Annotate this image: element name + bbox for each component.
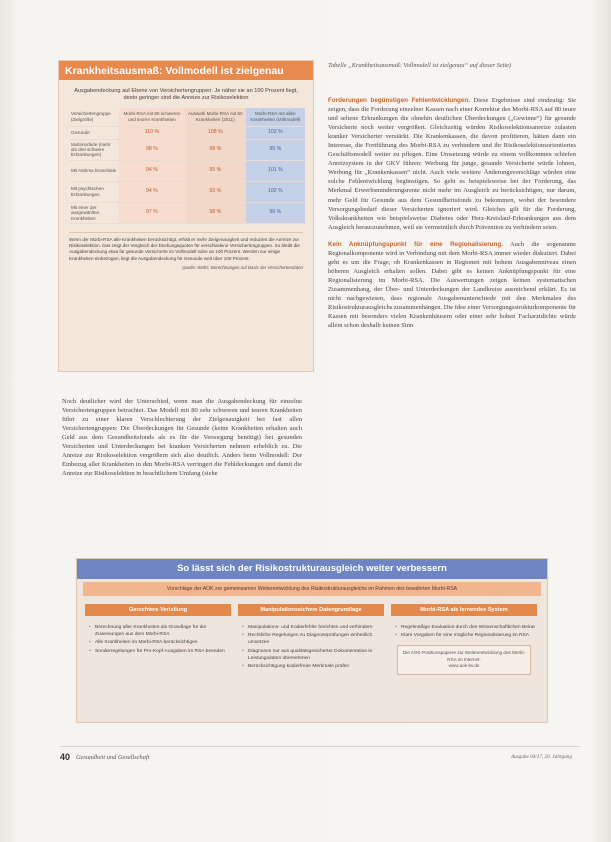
table-cell: 102 % xyxy=(246,181,305,202)
proposal-list xyxy=(238,624,384,670)
table-cell: 94 % xyxy=(119,181,185,202)
table-cell: 94 % xyxy=(119,160,185,181)
web-reference-link[interactable]: www.aok-bv.de xyxy=(448,663,480,669)
list-item: • Alle Krankheiten im Morbi-RSA berücksichtigen xyxy=(89,639,231,646)
table-cell: 95 % xyxy=(185,160,246,181)
paragraph-text: Auch die sogenannte Regionalkomponente wird in Verbindung mit dem Morbi-RSA immer wieder diskutiert. Dabei geht es um die Frage, ob Krankenkassen in Regionen mit hohem Ausgabenniveau einen höheren Ausgleich erhalten sollen. Dabei gibt es keinen Anknüpfungspunkt für eine Regionalisierung im Morbi-RSA. Die Auswertungen zeigen keinen systematischen Zusammenhang, der Über- und Unterdeckungen der Landkreise ausreichend erklärt. Es ist nicht nachgewiesen, dass regionale Ausgabenunterschiede mit den Merkmalen des Risikostrukturausgleichs zusammenhängen. Die Idee einer Versorgungsstrukturkomponente für Kassen mit besonders vielen Krankenhäusern oder einer sehr hohen Facharztdichte würde allein schon deshalb keinen Sinn xyxy=(328,240,576,330)
row-label: Mit psychischen Erkrankungen xyxy=(71,186,104,197)
table-cell: 93 % xyxy=(185,181,246,202)
row-label: Mit Asthma bronchiale xyxy=(71,168,117,174)
list-item: • Berücksichtigung kodierfreier Merkmale prüfen xyxy=(242,663,384,670)
table-row xyxy=(69,181,305,202)
table-header: Versichertengruppe (Zielgröße) xyxy=(71,111,111,122)
table-cell: 98 % xyxy=(185,139,246,160)
proposal-column xyxy=(85,604,231,656)
paragraph-text: Diese Ergebnisse sind eindeutig: Sie zeigen, dass die Forderung einzelner Kassen nach einer Korrektur des Morbi-RSA auf 80 teure und seltene Erkrankungen die ohnehin deutlichen Überdeckungen („Gewinne“) für gesunde Versicherte noch weiter vergrößert. Gleichzeitig würden Risikoselektionsanreize zulasten kranker Versicherter verstärkt. Die Krankenkassen, die davon profitieren, hätten dann ein Interesse, die Fortführung des Morbi-RSA zu verhindern und ihr Risikoselektionsorientiertes Geschäftsmodell weiter zu pflegen. Eine Umsetzung würde zu einem vollkommen schiefen Anreizsystem in der GKV führen: Werbung für junge, gesunde Versicherte würde lohnen, Werbung für „Krankenkassen“ nicht. Auch viele weitere Änderungsvorschläge würden eine solche Fehlentwicklung begünstigen. So geht es beispielsweise bei der Forderung, das Merkmal Erwerbsminderungsrente nicht mehr im Ausgleich zu berücksichtigen, nur darum, mehr Geld für Gesunde aus dem Gesundheitsfonds zu bekommen, wobei der besondere Versorgungsbedarf dieser Versicherten ignoriert wird. Gleiches gilt für die Forderung, Volkskrankheiten wie beispielsweise Diabetes oder Herz-Kreislauf-Erkrankungen aus dem Ausgleich herauszunehmen, weil sie vermeintlich durch Prävention zu verhindern seien. xyxy=(328,97,576,231)
page-number: 40 xyxy=(60,752,71,762)
proposals-box xyxy=(76,558,548,723)
section-heading: Forderungen begünstigen Fehlentwicklungen. xyxy=(328,97,470,104)
list-item: • Diagnosen nur aus qualitätsgesicherter Dokumentation in Leistungsdaten übernehmen xyxy=(242,648,384,662)
right-column xyxy=(328,96,576,338)
rsa-table xyxy=(69,108,305,224)
list-item: • Klare Vorgaben für eine mögliche Regionalisierung im RSA xyxy=(395,632,537,639)
row-label: Multimorbide (mehr als drei schwere Erkrankungen) xyxy=(71,141,111,158)
proposal-list xyxy=(391,624,537,639)
magazine-name: Gesundheit und Gesellschaft xyxy=(76,754,150,761)
table-row xyxy=(69,202,305,223)
left-column xyxy=(62,397,302,486)
table-row xyxy=(69,126,305,139)
infobox-title: Krankheitsausmaß: Vollmodell ist zielgenau xyxy=(59,61,313,80)
table-cell: 110 % xyxy=(119,126,185,139)
infobox-note: Wenn der Morbi-RSA alle Krankheiten berücksichtigt, erhält er mehr Zielgenauigkeit und reduziert die Anreize zur Risikoselektion. Das zeigt der Vergleich der Deckungsquoten für verschiedene Versichertengruppen. So bleibt die Ausgabendeckung etwa für gesunde Versicherte im Vollmodell nahe an 100 Prozent. Werden nur einige Krankheiten einbezogen, liegt die Ausgabendeckung für Gesunde weit über 100 Prozent. xyxy=(69,232,303,262)
section-heading: Kein Anknüpfungspunkt für eine Regionalisierung. xyxy=(328,240,503,248)
list-item: • Berechnung aller Krankheiten als Grundlage für die Zuweisungen aus dem Morbi-RSA xyxy=(89,624,231,638)
list-item: • Sonderregelungen für Pro-Kopf-Ausgaben im RSA beenden xyxy=(89,648,231,655)
proposal-list xyxy=(85,624,231,655)
table-cell: 101 % xyxy=(246,160,305,181)
paragraph-text: Noch deutlicher wird der Unterschied, wenn man die Ausgabendeckung für einzelne Versichertengruppen betrachtet. Das Modell mit 80 sehr schweren und teuren Krankheiten führt zu einer klaren Verschlechterung der Zielgenauigkeit bei fast allen Versichertengruppen: Die Überdeckungen für Gesunde (keine Krankheiten erhalten auch Geld aus dem Gesundheitsfonds als es für die Versorgung benötigt) bei gesunden Versicherten und Unterdeckungen bei kranken Versicherten nehmen erheblich zu. Die Anreize zur Risikoselektion vergrößern sich also deutlich. Anders beim Vollmodell: Der Einbezug aller Krankheiten in den Morbi-RSA verringert die Fehldeckungen und damit die Anreize zur Risikoselektion in beachtlichem Umfang (siehe xyxy=(62,398,302,478)
proposals-subtitle: Vorschläge der AOK zur gemeinsamen Weiterentwicklung des Risikostrukturausgleichs im Rahmen des bewährten Morbi-RSA xyxy=(83,582,541,596)
row-label: Gesunde xyxy=(71,129,90,135)
proposal-column xyxy=(391,604,537,675)
table-cell: 98 % xyxy=(119,139,185,160)
table-cell: 98 % xyxy=(185,202,246,223)
list-item: • Manipulations- und Kodierfehler berichten und verhindern xyxy=(242,624,384,631)
table-row xyxy=(69,160,305,181)
proposals-columns xyxy=(85,604,539,714)
web-reference-note xyxy=(397,645,531,674)
proposals-title: So lässt sich der Risikostrukturausgleich weiter verbessern xyxy=(77,559,547,579)
table-header: Auswahl Morbi-RSA mit 50 Krankheiten (2011) xyxy=(185,108,246,126)
infobox-table xyxy=(58,60,314,372)
issue-info: Ausgabe 04/17, 20. Jahrgang xyxy=(510,754,572,760)
list-item: • Regelmäßige Evaluation durch den Wissenschaftlichen Beirat xyxy=(395,624,537,631)
table-cell: 103 % xyxy=(246,126,305,139)
list-item: • Rechtliche Regelungen zu Diagnoseprüfungen einheitlich umsetzen xyxy=(242,632,384,646)
proposal-column-heading: Gerechtere Verteilung xyxy=(85,604,231,616)
table-cell: 99 % xyxy=(246,139,305,160)
web-reference-text: Die AOK-Positionspapiere zur Weiterentwicklung des Morbi-RSA im Internet: xyxy=(402,650,526,662)
table-cell: 97 % xyxy=(119,202,185,223)
paragraph xyxy=(328,96,576,232)
table-cell: 99 % xyxy=(246,202,305,223)
paragraph xyxy=(328,240,576,330)
footer-divider xyxy=(60,746,580,747)
table-cell: 108 % xyxy=(185,126,246,139)
proposal-column-heading: Manipulationssichere Datengrundlage xyxy=(238,604,384,616)
table-reference-caption: Tabelle „Krankheitsausmaß: Vollmodell ist zielgenau“ auf dieser Seite) xyxy=(328,62,512,69)
infobox-subtitle: Ausgabendeckung auf Ebene von Versichertengruppen: Je näher sie an 100 Prozent liegt, desto geringer sind die Anreize zur Risikoselektion xyxy=(74,88,298,102)
table-row xyxy=(69,139,305,160)
proposal-column xyxy=(238,604,384,671)
infobox-source: Quelle: WIdO; Berechnungen auf Basis der Versichertendaten xyxy=(182,264,303,270)
row-label: Mit einer der ausgewählten Krankheiten xyxy=(71,204,100,221)
table-header: Morbi-RSA mit 80 schweren und teuren Krankheiten xyxy=(119,108,185,126)
page-footer xyxy=(60,752,580,768)
proposal-column-heading: Morbi-RSA als lernendes System xyxy=(391,604,537,616)
table-header: Morbi-RSA mit allen Krankheiten (Vollmodell) xyxy=(246,108,305,126)
